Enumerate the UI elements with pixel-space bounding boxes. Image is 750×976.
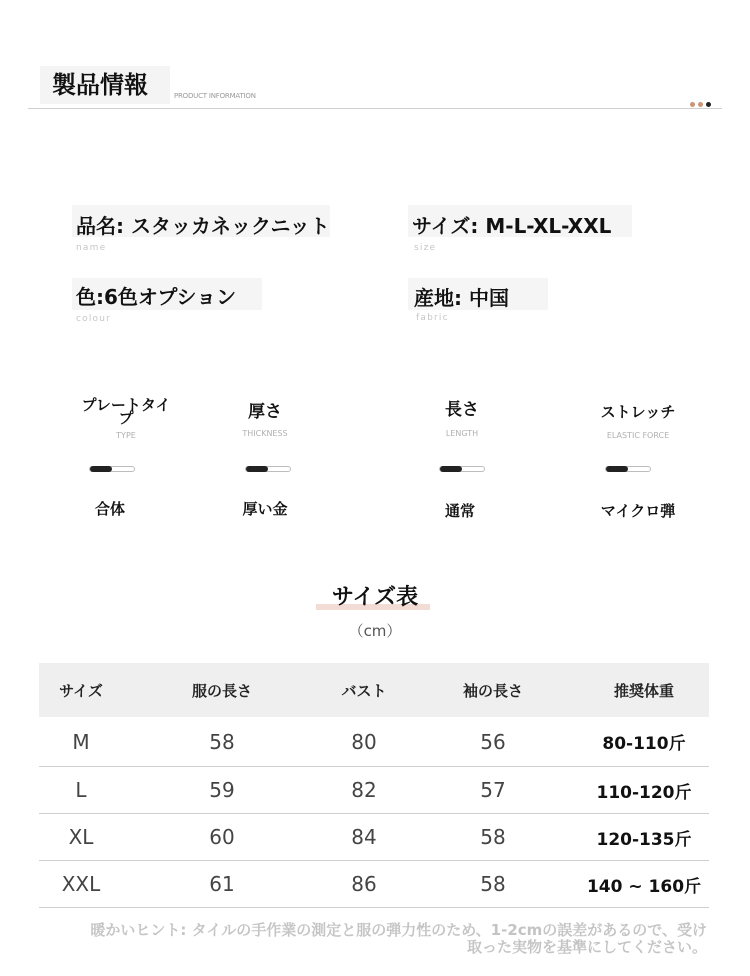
table-cell: 58 [123,717,321,767]
table-cell: 82 [321,767,407,814]
table-cell: 56 [407,717,579,767]
col-header: 推奨体重 [579,663,709,717]
measurement-note [7,922,707,956]
table-row [39,717,709,767]
feature-value: 合体 [94,500,125,518]
table-cell: XXL [39,861,123,908]
table-cell: 80-110斤 [579,717,709,767]
level-bar [439,466,485,472]
size-chart-title: サイズ表 [331,585,419,610]
feature-sub: TYPE [116,431,136,440]
col-header: 袖の長さ [407,663,579,717]
table-cell: 140 ~ 160斤 [579,861,709,908]
table-cell: 80 [321,717,407,767]
section-title: 製品情報 [40,66,170,104]
level-bar [605,466,651,472]
dot-icon [690,102,695,107]
info-name-sub: name [76,243,107,253]
table-row [39,861,709,908]
note-line: 取った実物を基準にしてください。 [466,938,707,956]
feature-sub: THICKNESS [242,429,288,438]
table-cell: 110-120斤 [579,767,709,814]
feature-title: 長さ [445,400,479,420]
level-fill [246,466,268,472]
col-header: 服の長さ [123,663,321,717]
feature-length [402,400,522,438]
table-cell: 86 [321,861,407,908]
info-colour-sub: colour [76,314,112,324]
feature-thickness [205,402,325,438]
table-row [39,767,709,814]
table-header-row [39,663,709,717]
feature-type [66,396,186,440]
table-cell: 59 [123,767,321,814]
table-cell: 84 [321,814,407,861]
feature-title: 厚さ [248,402,282,422]
table-cell: 61 [123,861,321,908]
table-cell: 58 [407,861,579,908]
info-origin: 産地: 中国 [414,286,509,310]
feature-title: プレートタイ プ [81,396,171,427]
table-cell: L [39,767,123,814]
info-size: サイズ: M-L-XL-XXL [412,214,612,238]
feature-value: 通常 [444,502,475,520]
table-cell: 120-135斤 [579,814,709,861]
info-size-sub: size [414,243,437,253]
info-name: 品名: スタッカネックニット [76,214,330,238]
feature-value: 厚い金 [242,500,288,518]
dot-icon [706,102,711,107]
feature-elastic [578,403,698,440]
table-cell: M [39,717,123,767]
info-origin-sub: fabric [416,313,449,323]
note-line: 暖かいヒント: タイルの手作業の測定と服の弾力性のため、1-2cmの誤差があるので、受け [90,921,707,939]
size-table [39,663,709,908]
dot-icon [698,102,703,107]
table-cell: 60 [123,814,321,861]
feature-sub: LENGTH [445,429,479,438]
feature-title: ストレッチ [600,403,676,421]
header-divider [28,108,722,109]
level-fill [440,466,462,472]
col-header: バスト [321,663,407,717]
feature-sub: ELASTIC FORCE [606,431,670,440]
col-header: サイズ [39,663,123,717]
level-bar [245,466,291,472]
decorative-dots [690,92,714,111]
section-subtitle: PRODUCT INFORMATION [174,92,256,100]
level-fill [606,466,628,472]
level-bar [89,466,135,472]
table-row [39,814,709,861]
size-chart-unit: （cm） [348,622,402,640]
table-cell: 58 [407,814,579,861]
table-cell: 57 [407,767,579,814]
info-colour: 色:6色オプション [76,285,237,309]
feature-value: マイクロ弾 [600,502,676,520]
table-cell: XL [39,814,123,861]
level-fill [90,466,112,472]
